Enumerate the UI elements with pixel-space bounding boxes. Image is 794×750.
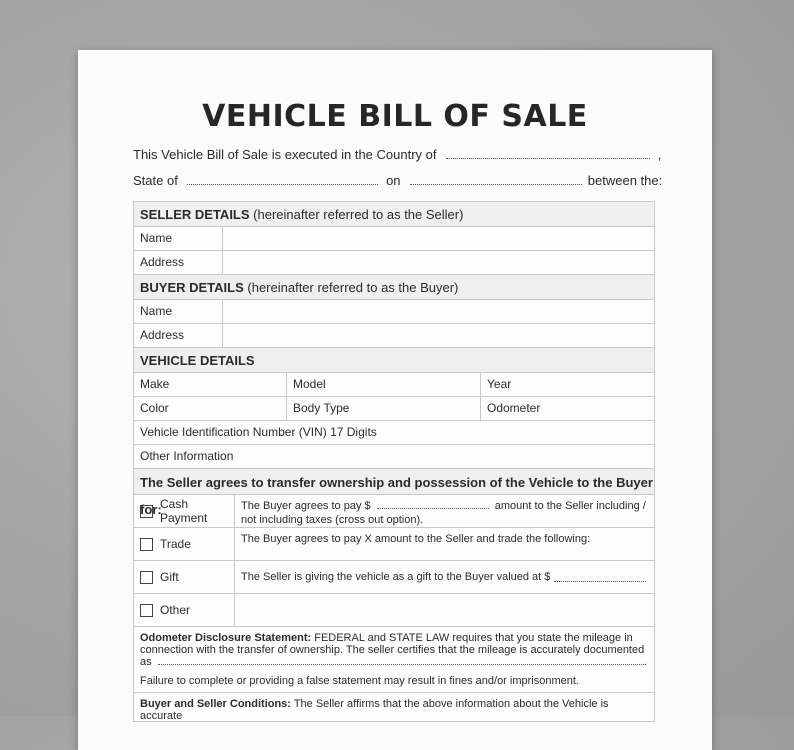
cash-text-b: amount to the Seller including / not including taxes (cross out option). (241, 500, 646, 526)
gift-checkbox[interactable] (140, 571, 153, 584)
trade-checkbox[interactable] (140, 538, 153, 551)
color-field[interactable]: Color (134, 397, 287, 420)
gift-label: Gift (160, 570, 179, 584)
other-info-field[interactable]: Other Information (140, 449, 234, 463)
seller-address-label: Address (134, 251, 223, 274)
buyer-name-row (133, 299, 655, 324)
vehicle-section-header (133, 347, 655, 373)
odometer-statement-text: FEDERAL and STATE LAW requires that you state the mileage in connection with the transfer of ownership. The seller certifies that the mileage is accurately documented as (140, 632, 645, 668)
vehicle-heading: VEHICLE DETAILS (140, 353, 255, 368)
buyer-address-field[interactable] (223, 324, 654, 347)
date-blank[interactable] (410, 174, 582, 185)
vin-field[interactable]: Vehicle Identification Number (VIN) 17 Digits (140, 425, 377, 439)
buyer-name-label: Name (134, 300, 223, 323)
odometer-field[interactable]: Odometer (487, 401, 541, 415)
seller-name-row (133, 226, 655, 251)
cash-text-a: The Buyer agrees to pay $ (241, 500, 371, 512)
buyer-address-label: Address (134, 324, 223, 347)
trade-terms[interactable]: The Buyer agrees to pay X amount to the Seller and trade the following: (241, 533, 591, 545)
payment-option-gift (133, 560, 655, 594)
payment-option-other (133, 593, 655, 627)
make-field[interactable]: Make (134, 373, 287, 396)
trade-option[interactable] (134, 528, 235, 560)
buyer-address-row (133, 323, 655, 348)
cash-checkbox[interactable] (140, 505, 153, 518)
other-info-row (133, 444, 655, 469)
intro-line-country (133, 147, 661, 162)
seller-subheading: (hereinafter referred to as the Seller) (253, 207, 464, 222)
gift-option[interactable] (134, 561, 235, 593)
buyer-section-header (133, 274, 655, 300)
cash-amount-blank[interactable] (377, 500, 489, 509)
body-type-field[interactable]: Body Type (287, 397, 481, 420)
gift-value-blank[interactable] (554, 573, 646, 582)
buyer-name-field[interactable] (223, 300, 654, 323)
other-label: Other (160, 603, 191, 617)
vehicle-row-1 (133, 372, 655, 397)
model-field[interactable]: Model (287, 373, 481, 396)
page-title: VEHICLE BILL OF SALE (202, 99, 588, 134)
year-field[interactable]: Year (487, 377, 512, 391)
conditions-heading: Buyer and Seller Conditions: (140, 698, 291, 710)
buyer-subheading: (hereinafter referred to as the Buyer) (247, 280, 459, 295)
gift-text: The Seller is giving the vehicle as a gift to the Buyer valued at $ (241, 571, 551, 583)
seller-address-field[interactable] (223, 251, 654, 274)
other-checkbox[interactable] (140, 604, 153, 617)
on-label: on (386, 173, 401, 188)
cash-label: Cash Payment (160, 497, 208, 525)
state-blank[interactable] (187, 174, 378, 185)
bill-of-sale-form (133, 202, 655, 722)
intro-comma: , (657, 147, 662, 162)
conditions-text: The Seller affirms that the above information about the Vehicle is accurate (140, 698, 609, 722)
other-terms-field[interactable] (235, 594, 654, 626)
transfer-heading: The Seller agrees to transfer ownership and possession of the Vehicle to the Buyer for: (140, 475, 653, 517)
cash-option[interactable] (134, 495, 235, 527)
buyer-heading: BUYER DETAILS (140, 280, 244, 295)
seller-name-field[interactable] (223, 227, 654, 250)
country-blank[interactable] (446, 148, 650, 159)
conditions-section (133, 692, 655, 722)
mileage-blank[interactable] (158, 656, 644, 665)
payment-option-cash (133, 494, 655, 528)
cash-terms (235, 495, 654, 527)
other-option[interactable] (134, 594, 235, 626)
intro-country-text: This Vehicle Bill of Sale is executed in the Country of (133, 147, 437, 162)
intro-line-state (133, 173, 662, 188)
gift-terms (235, 561, 654, 593)
document-page (78, 50, 712, 750)
payment-option-trade (133, 527, 655, 561)
trade-label: Trade (160, 537, 191, 551)
odometer-disclosure (133, 626, 655, 693)
between-label: between the: (587, 173, 663, 188)
seller-address-row (133, 250, 655, 275)
vehicle-row-2 (133, 396, 655, 421)
odometer-statement-heading: Odometer Disclosure Statement: (140, 632, 312, 644)
odometer-warning: Failure to complete or providing a false statement may result in fines and/or imprisonment. (140, 675, 579, 687)
state-label: State of (133, 173, 178, 188)
seller-section-header (133, 201, 655, 227)
vin-row (133, 420, 655, 445)
seller-name-label: Name (134, 227, 223, 250)
seller-heading: SELLER DETAILS (140, 207, 250, 222)
odometer-period: . (643, 656, 647, 668)
